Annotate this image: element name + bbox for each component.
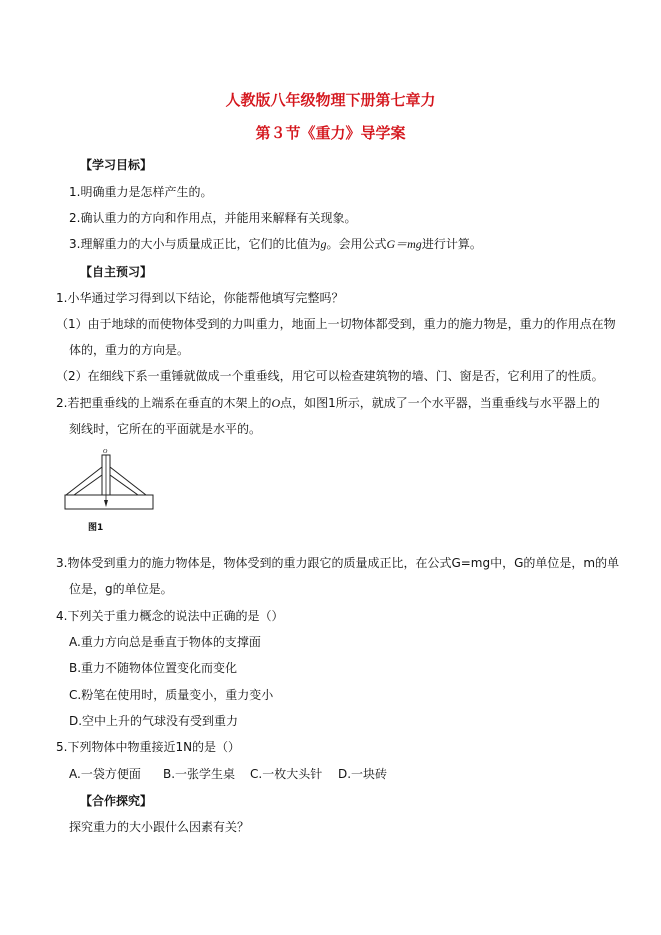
preview-q4: 4.下列关于重力概念的说法中正确的是（） xyxy=(56,609,284,623)
preview-q4-option-c: C.粉笔在使用时，质量变小，重力变小 xyxy=(69,688,274,702)
figure-right-brace xyxy=(110,467,146,495)
figure-base xyxy=(65,495,153,509)
preview-q2-text-a2: 点，如图1所示，就成了一个水平器，当重垂线与水平器上的 xyxy=(280,396,600,410)
preview-q1-1-a: （1）由于地球的而使物体受到的力叫重力，地面上一切物体都受到，重力的施力物是，重力的作用点在物 xyxy=(56,317,616,331)
goal-3-text-a: 3.理解重力的大小与质量成正比，它们的比值为 xyxy=(69,237,321,251)
figure-1-level xyxy=(64,445,154,513)
preview-q4-option-b: B.重力不随物体位置变化而变化 xyxy=(69,661,238,675)
goal-3-text-c: 进行计算。 xyxy=(421,237,482,251)
preview-q4-option-d: D.空中上升的气球没有受到重力 xyxy=(69,714,239,728)
preview-q2-b: 刻线时，它所在的平面就是水平的。 xyxy=(69,422,262,436)
preview-q5: 5.下列物体中物重接近1N的是（） xyxy=(56,740,241,754)
preview-q2-a xyxy=(56,395,600,411)
figure-caption: 图1 xyxy=(88,523,104,533)
preview-q5-option-c: C.一枚大头针 xyxy=(250,767,323,781)
preview-q3-a: 3.物体受到重力的施力物体是，物体受到的重力跟它的质量成正比，在公式G=mg中，G的单位是，m的单 xyxy=(56,556,620,570)
section-goals: 【学习目标】 xyxy=(80,158,153,172)
preview-q1-1-b: 体的，重力的方向是。 xyxy=(69,343,190,357)
goal-2: 2.确认重力的方向和作用点，并能用来解释有关现象。 xyxy=(69,211,357,225)
preview-q5-option-d: D.一块砖 xyxy=(338,767,388,781)
preview-q1: 1.小华通过学习得到以下结论，你能帮他填写完整吗？ xyxy=(56,291,344,305)
preview-q5-option-a: A.一袋方便面 xyxy=(69,767,141,781)
preview-q2-point-o: O xyxy=(271,396,281,410)
goal-3-formula: G＝mg xyxy=(386,237,422,251)
explore-q1: 探究重力的大小跟什么因素有关？ xyxy=(69,820,250,834)
figure-point-o: O xyxy=(103,449,108,455)
figure-left-brace xyxy=(66,467,102,495)
doc-title: 人教版八年级物理下册第七章力 xyxy=(225,91,436,109)
goal-3-g: g xyxy=(320,237,327,251)
preview-q5-option-b: B.一张学生桌 xyxy=(163,767,236,781)
preview-q4-option-a: A.重力方向总是垂直于物体的支撑面 xyxy=(69,635,261,649)
preview-q2-text-a1: 2.若把重垂线的上端系在垂直的木架上的 xyxy=(56,396,272,410)
section-preview: 【自主预习】 xyxy=(80,265,153,279)
preview-q3-b: 位是，g的单位是。 xyxy=(69,582,173,596)
doc-subtitle: 第３节《重力》导学案 xyxy=(255,124,406,142)
goal-3-text-b: 。会用公式 xyxy=(326,237,387,251)
section-explore: 【合作探究】 xyxy=(80,794,153,808)
goal-3 xyxy=(69,236,482,252)
preview-q1-2: （2）在细线下系一重锤就做成一个重垂线，用它可以检查建筑物的墙、门、窗是否，它利用了的性质。 xyxy=(56,369,604,383)
goal-1: 1.明确重力是怎样产生的。 xyxy=(69,185,213,199)
